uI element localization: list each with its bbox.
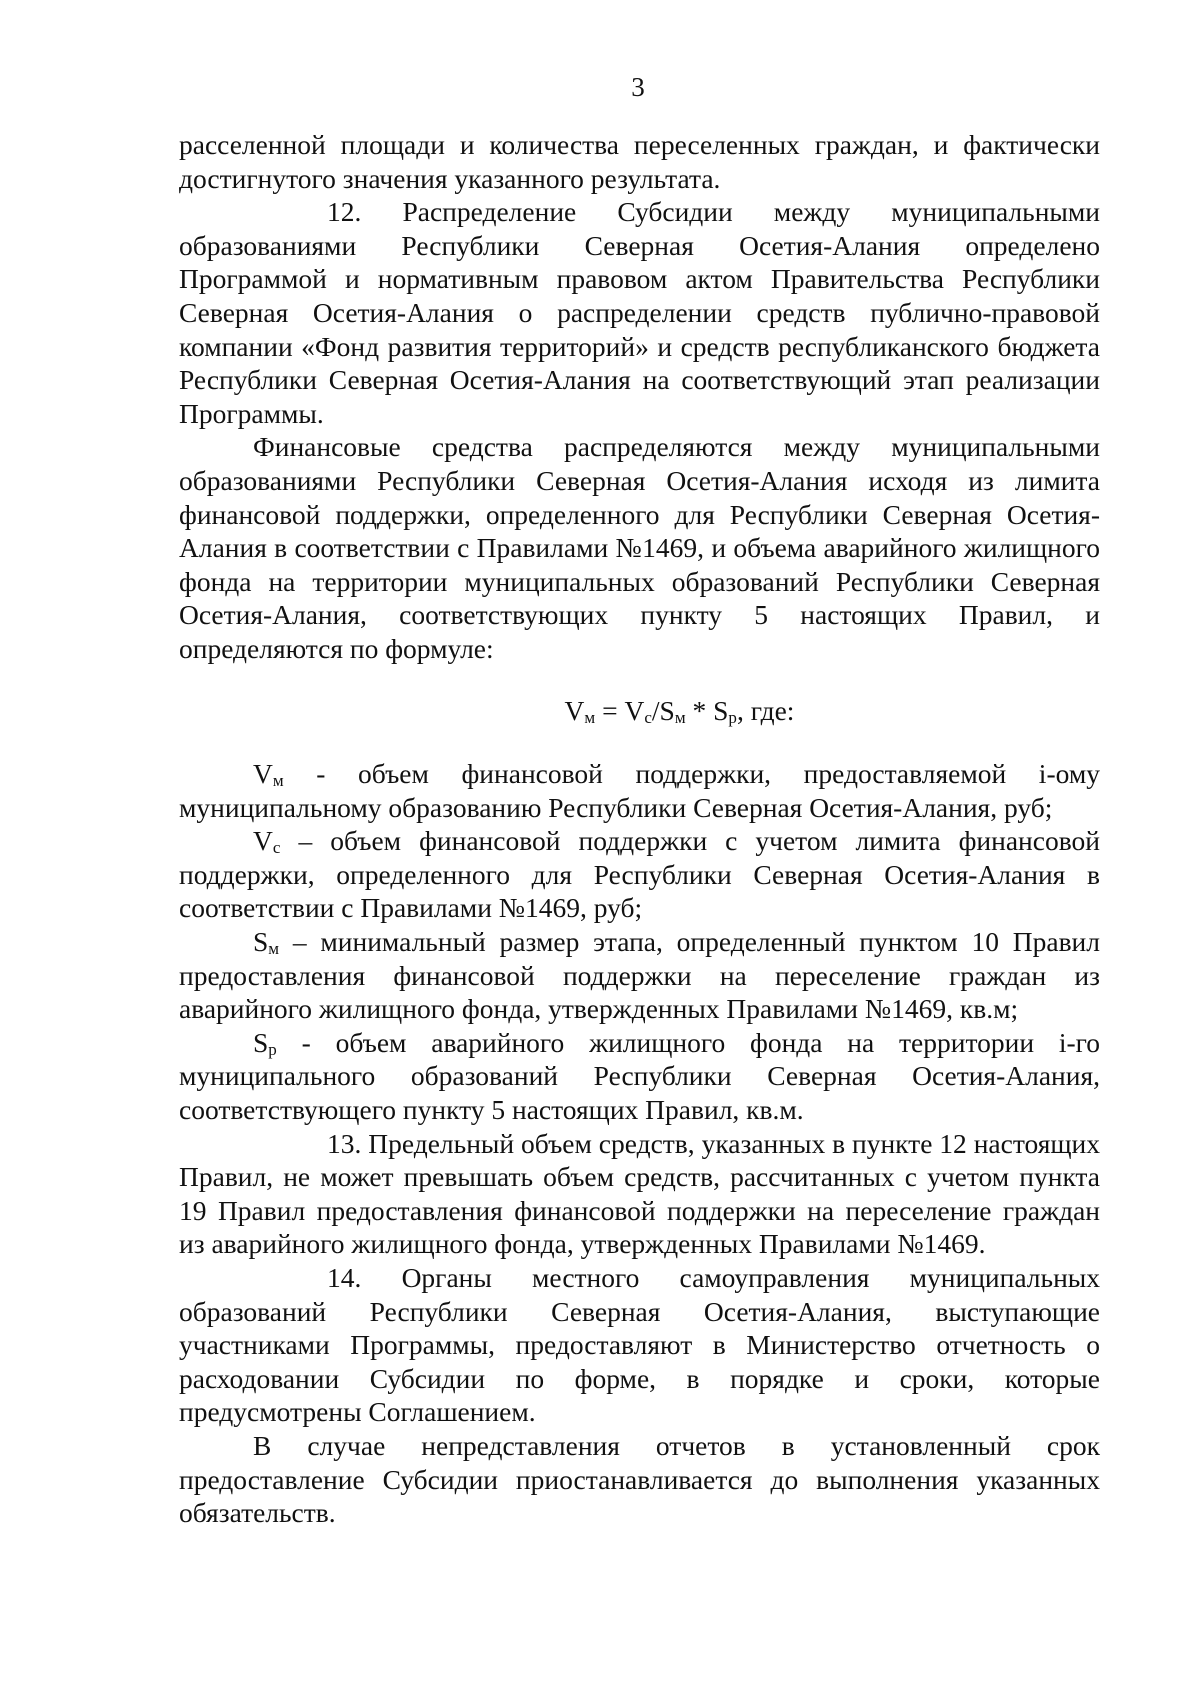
definition-sm: $S_м$ – минимальный размер этапа, определенный пунктом 10 Правил предоставления финансовой поддержки на переселение граждан из аварийного жилищного фонда, утвержденных Правилами №1469, кв.м; [179,926,1100,1025]
formula-vc: $V_с$ [624,694,652,727]
definition-sp: $S_р$ - объем аварийного жилищного фонда на территории i-го муниципального образований Республики Северная Осетия-Алания, соответствующего пункту 5 настоящих Правил, кв.м. [179,1026,1100,1126]
formula-tail: , где: [736,694,795,726]
paragraph-12 [179,195,1100,430]
formula [179,694,1100,728]
definition-vm: $V_м$ - объем финансовой поддержки, предоставляемой i-ому муниципальному образованию Республики Северная Осетия-Алания, руб; [179,758,1100,823]
paragraph-14 [179,1261,1100,1429]
paragraph-reporting: В случае непредставления отчетов в установленный срок предоставление Субсидии приостанавливается до выполнения указанных обязательств. [179,1429,1100,1529]
paragraph-13-text: Предельный объем средств, указанных в пункте 12 настоящих Правил, не может превышать объем средств, рассчитанных с учетом пункта 19 Правил предоставления финансовой поддержки на переселение граждан из аварийного жилищного фонда, утвержденных Правилами №1469. [179,1127,1101,1260]
formula-equals: = [595,694,625,726]
item-number-13: 13. [327,1127,362,1159]
item-number-14: 14. [327,1262,362,1293]
formula-vm: $V_м$ [564,694,596,727]
item-number-12: 12. [327,196,362,228]
formula-times: * [685,694,714,726]
paragraph-financing: Финансовые средства распределяются между муниципальными образованиями Республики Северная Осетия-Алания исходя из лимита финансовой поддержки, определенного для Республики Северная Осетия-Алания в соответствии с Правилами №1469, и объема аварийного жилищного фонда на территории муниципальных образований Республики Северная Осетия-Алания, соответствующих пункту 5 настоящих Правил, и определяются по формуле: [179,431,1100,664]
formula-sm: $S_м$ [659,694,686,727]
paragraph-13 [179,1127,1100,1261]
paragraph-continuation: расселенной площади и количества переселенных граждан, и фактически достигнутого значения указанного результата. [179,129,1100,194]
page-number: 3 [631,72,645,102]
formula-sp: $S_р$ [713,694,737,727]
definition-vc: $V_с$ – объем финансовой поддержки с учетом лимита финансовой поддержки, определенного для Республики Северная Осетия-Алания в соответствии с Правилами №1469, руб; [179,825,1100,924]
paragraph-14-text: Органы местного самоуправления муниципальных образований Республики Северная Осетия-Алания, выступающие участниками Программы, предоставляют в Министерство отчетность о расходовании Субсидии по форме, в порядке и сроки, которые предусмотрены Соглашением. [179,1262,1101,1428]
document-body [179,128,1100,1530]
paragraph-12-text: Распределение Субсидии между муниципальными образованиями Республики Северная Осетия-Алания определено Программой и нормативным правовом актом Правительства Республики Северная Осетия-Алания о распределении средств публично-правовой компании «Фонд развития территорий» и средств республиканского бюджета Республики Северная Осетия-Алания на соответствующий этап реализации Программы. [179,196,1101,429]
formula-slash: / [651,694,660,726]
